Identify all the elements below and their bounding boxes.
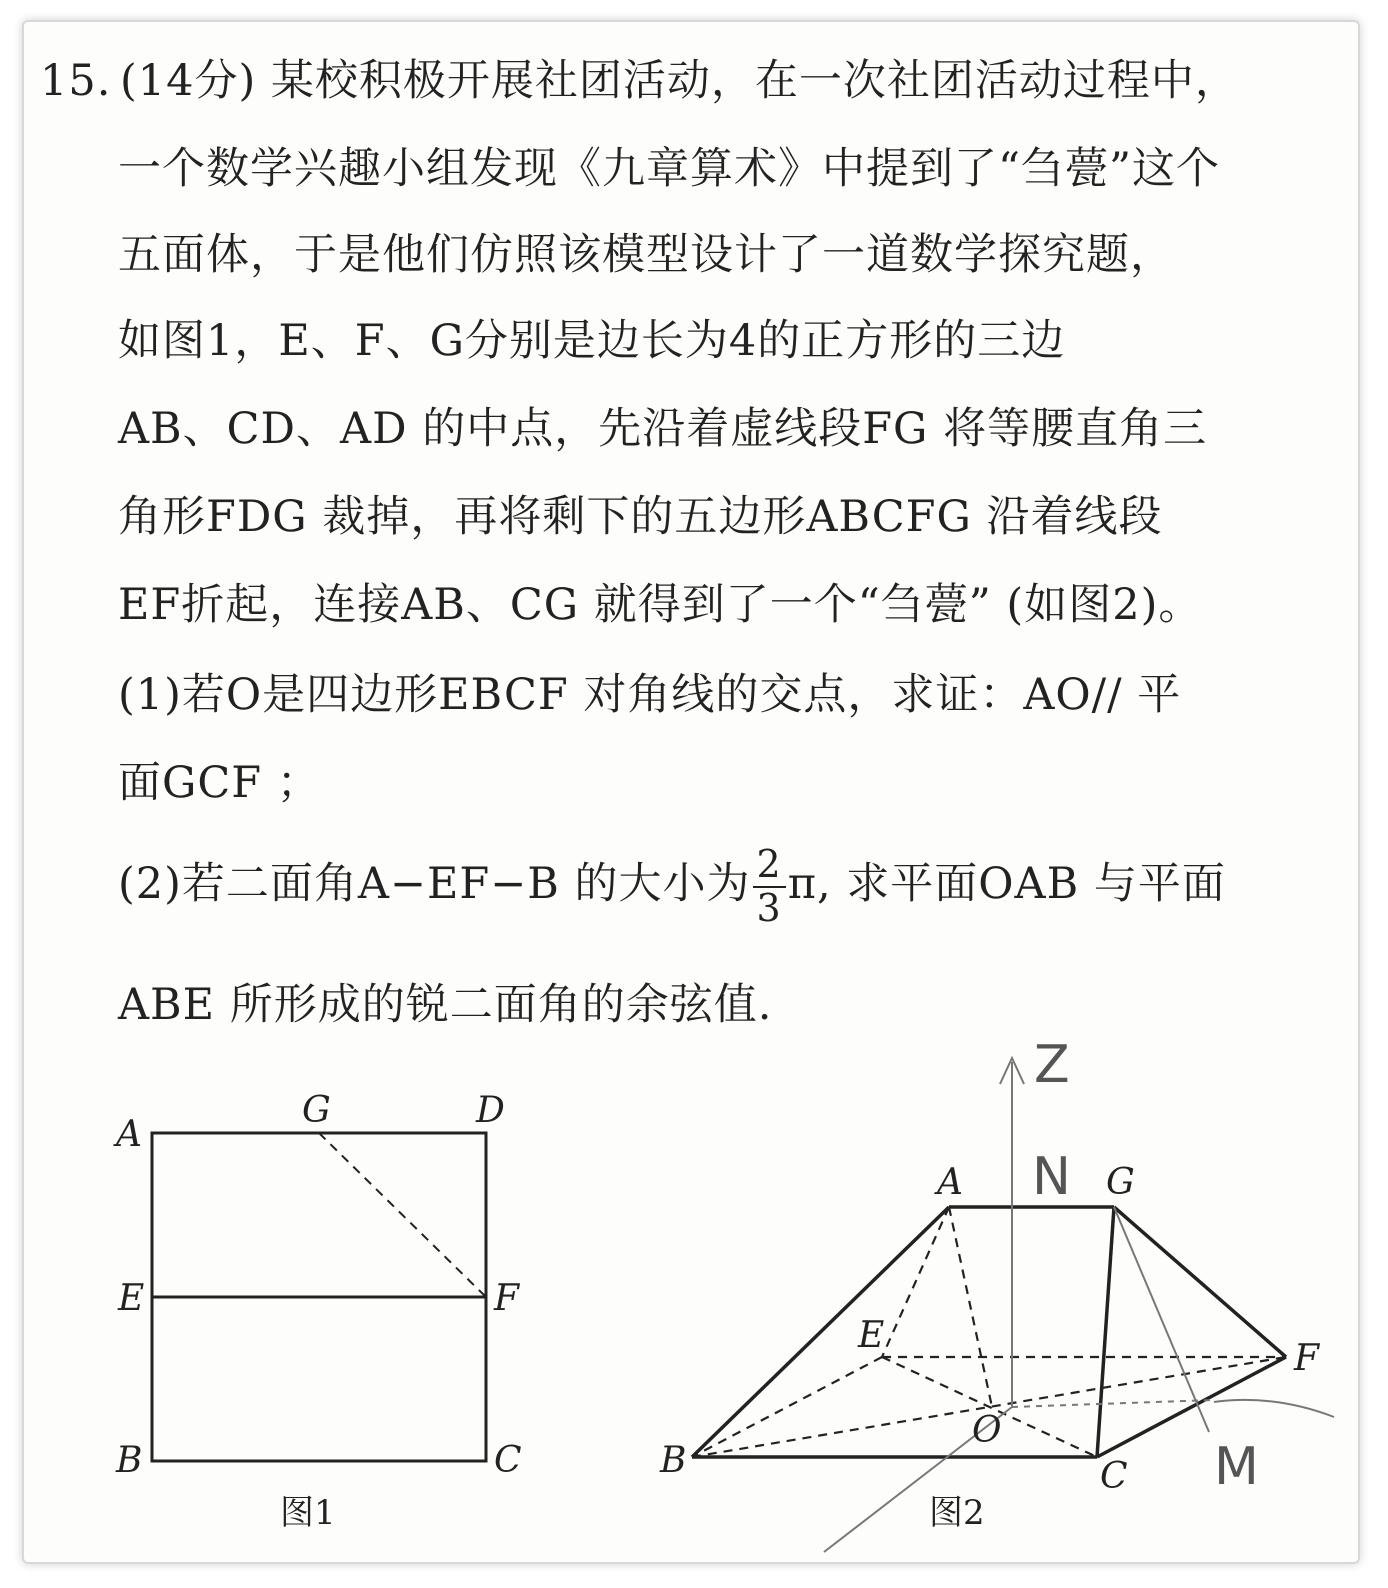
problem-sheet [22, 20, 1360, 1564]
edge-ab [692, 1207, 949, 1457]
problem-line-9: 面GCF ； [118, 758, 321, 808]
edge-ae-dashed [882, 1207, 949, 1357]
fig2-label-b: B [660, 1440, 687, 1481]
edge-gc [1097, 1207, 1114, 1457]
fig1-label-d: D [476, 1090, 505, 1131]
part2-after: π, 求平面OAB 与平面 [787, 859, 1226, 909]
fraction-denominator: 3 [756, 886, 782, 930]
fig2-label-a: A [937, 1162, 963, 1203]
problem-part2-line-2: ABE 所形成的锐二面角的余弦值. [118, 980, 773, 1030]
problem-line-5: AB、CD、AD 的中点，先沿着虚线段FG 将等腰直角三 [118, 404, 1208, 454]
fig1-label-g: G [302, 1090, 331, 1131]
fig2-caption: 图2 [929, 1493, 985, 1533]
fraction-numerator: 2 [753, 844, 786, 888]
fig1-label-e: E [118, 1278, 145, 1319]
handwritten-m: M [1214, 1437, 1259, 1497]
fig2-label-o: O [972, 1410, 1002, 1451]
fig2-label-c: C [1100, 1456, 1128, 1497]
figures-canvas [24, 22, 1358, 1562]
problem-line-6: 角形FDG 裁掉，再将剩下的五边形ABCFG 沿着线段 [118, 492, 1163, 542]
fig1-label-b: B [116, 1440, 143, 1481]
fig1-label-a: A [116, 1114, 142, 1155]
fig2-label-g: G [1106, 1162, 1135, 1203]
problem-line-2: 一个数学兴趣小组发现《九章算术》中提到了“刍甍”这个 [118, 144, 1220, 194]
pencil-om-line [1012, 1400, 1214, 1407]
fig2-label-f: F [1294, 1338, 1319, 1379]
problem-line-4: 如图1，E、F、G分别是边长为4的正方形的三边 [118, 316, 1066, 366]
problem-line-7: EF折起，连接AB、CG 就得到了一个“刍甍” (如图2)。 [118, 580, 1203, 630]
figure-1 [152, 1133, 486, 1461]
problem-line-3: 五面体，于是他们仿照该模型设计了一道数学探究题， [118, 230, 1174, 280]
segment-gf-dashed [319, 1133, 486, 1297]
handwritten-z: Z [1034, 1035, 1070, 1095]
fig2-label-e: E [858, 1315, 885, 1356]
problem-number: 15. [40, 56, 112, 106]
handwritten-n: N [1032, 1147, 1071, 1207]
fig1-label-c: C [494, 1440, 522, 1481]
pencil-curve [1214, 1400, 1334, 1417]
problem-line-1: (14分) 某校积极开展社团活动，在一次社团活动过程中， [120, 56, 1239, 106]
part2-before: (2)若二面角A−EF−B 的大小为 [118, 859, 751, 909]
fig1-caption: 图1 [280, 1493, 336, 1533]
segment-ao-dashed [949, 1207, 992, 1407]
pencil-gm-line [1114, 1207, 1209, 1432]
fig1-label-f: F [494, 1278, 519, 1319]
edge-gf [1114, 1207, 1286, 1357]
problem-line-8: (1)若O是四边形EBCF 对角线的交点，求证：AO// 平 [118, 670, 1182, 720]
